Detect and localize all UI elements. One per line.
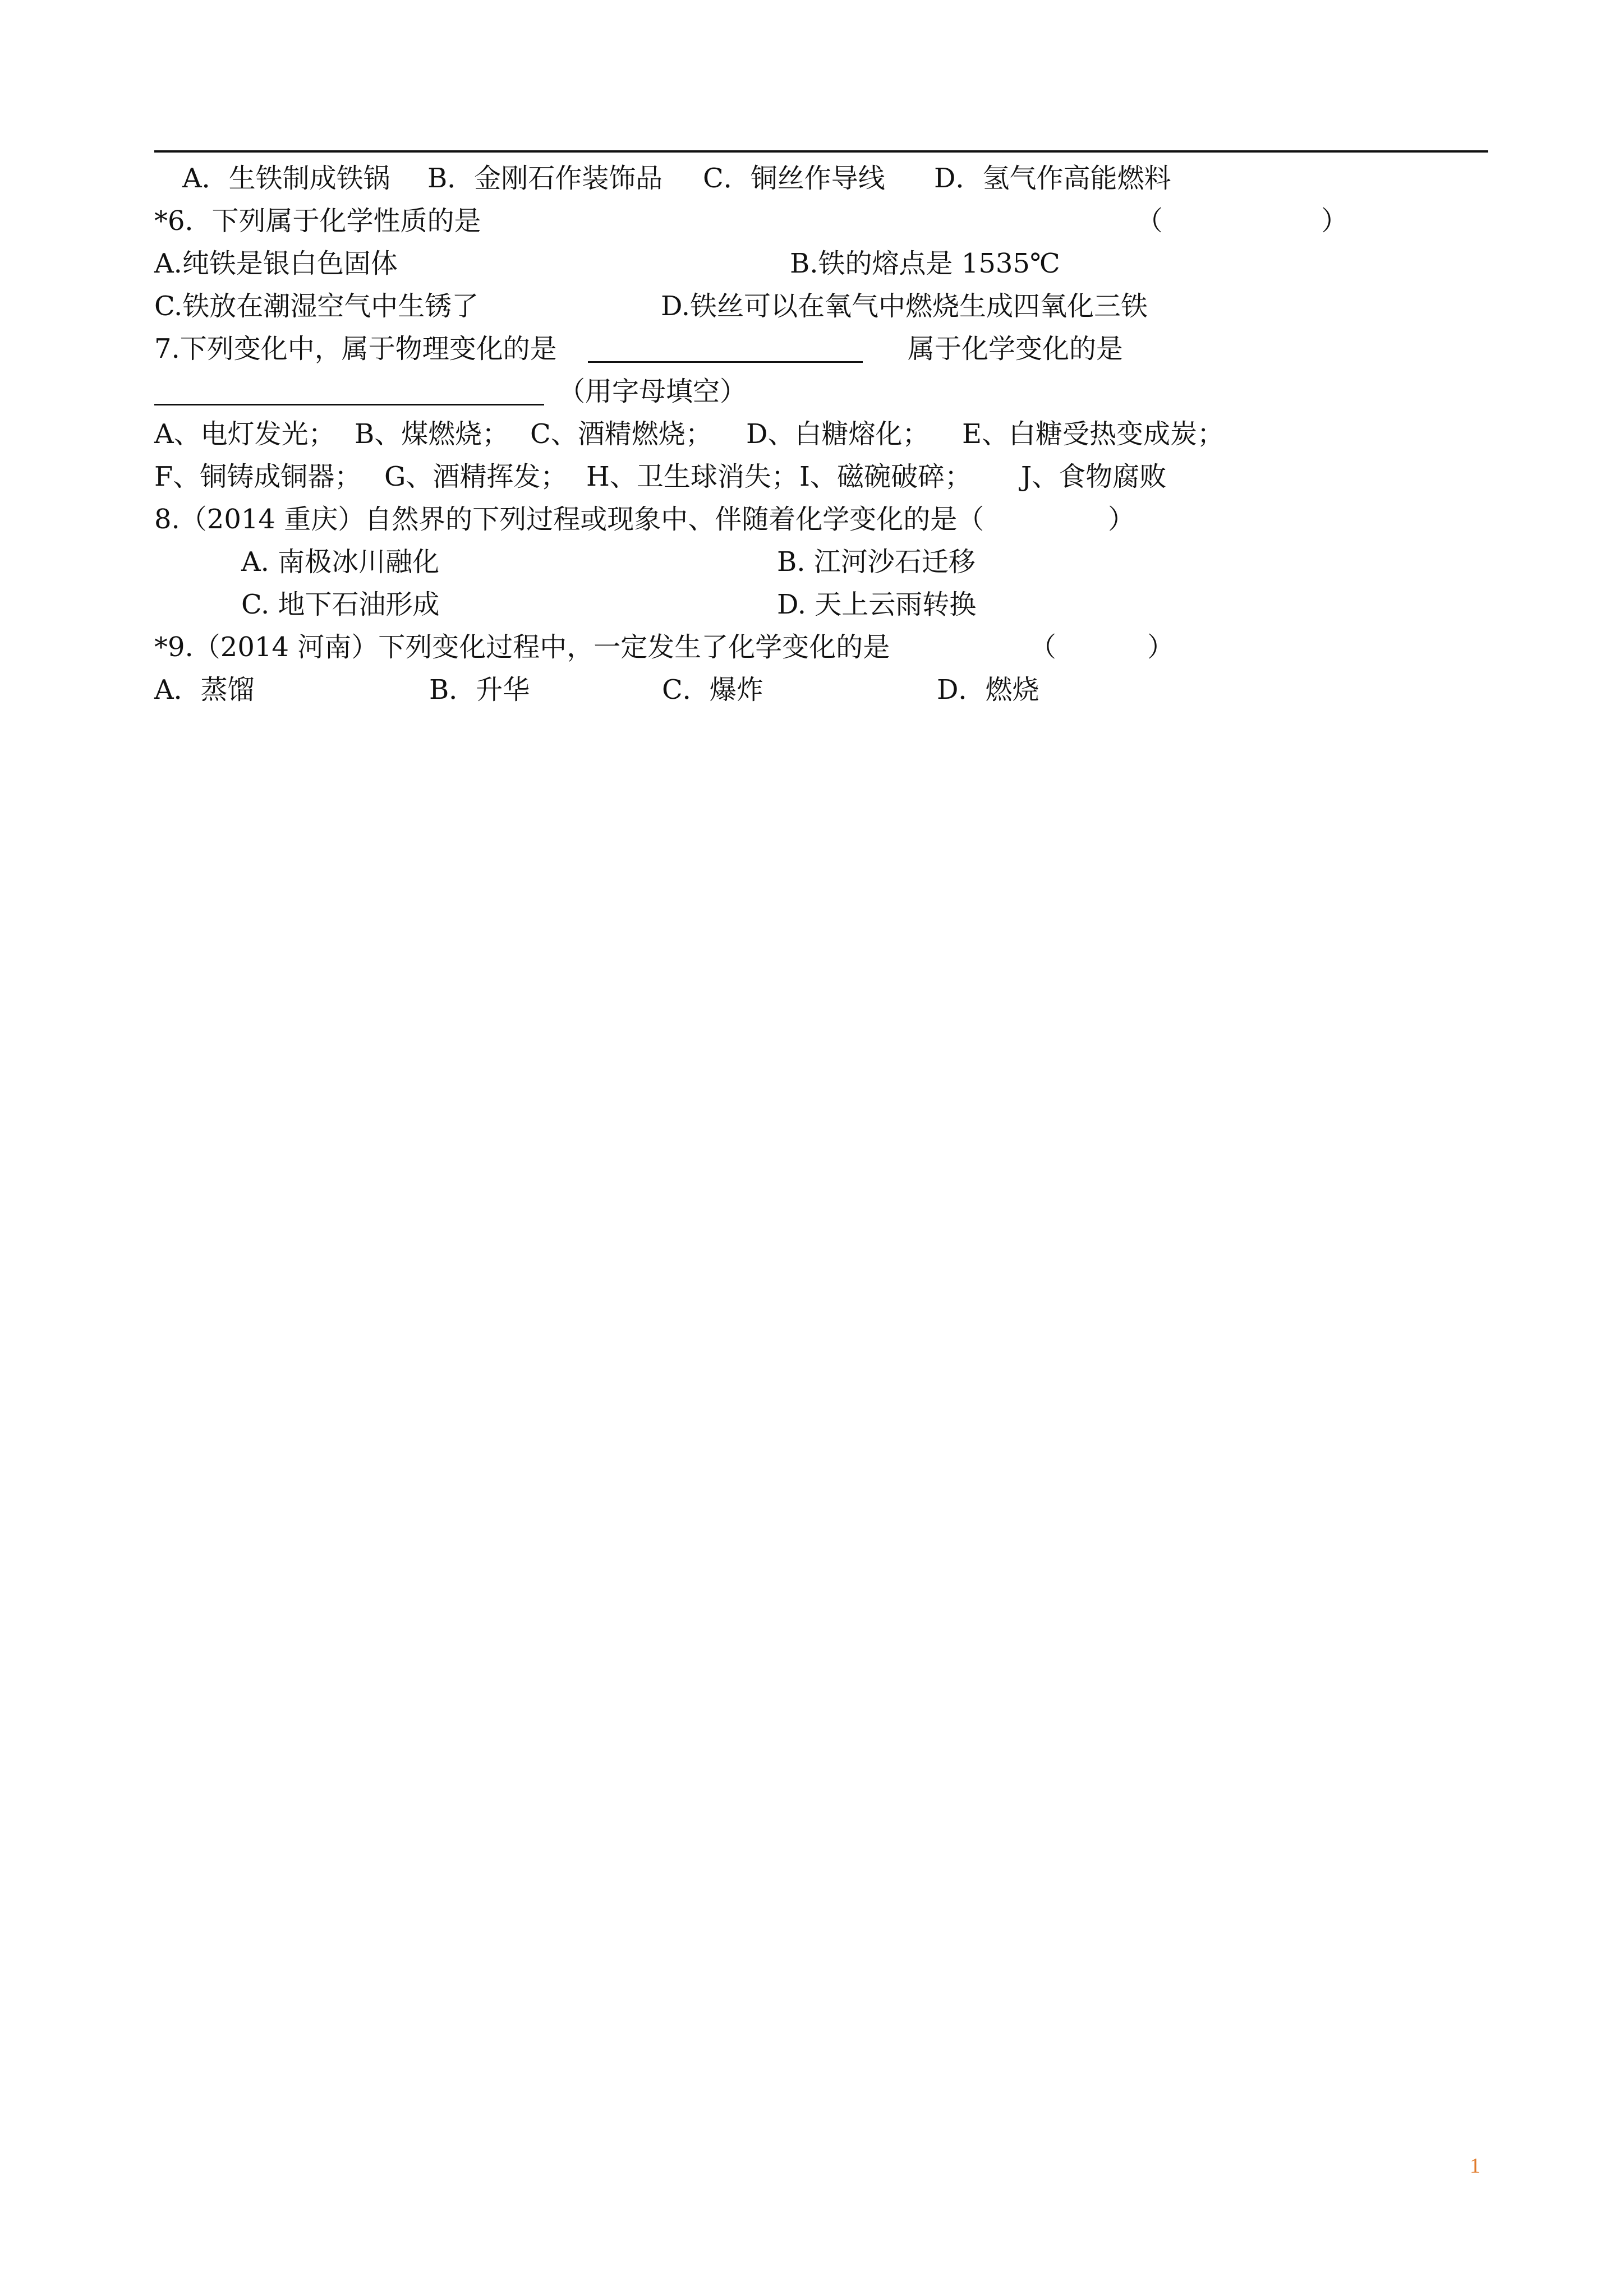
q6-option-d: D.铁丝可以在氧气中燃烧生成四氧化三铁: [661, 291, 1148, 322]
q9-paren-open: （: [1029, 631, 1057, 663]
q7-choice-d: D、白糖熔化；: [746, 418, 930, 450]
q7-stem-2: 属于化学变化的是: [908, 333, 1124, 365]
q7-choice-f: F、铜铸成铜器；: [154, 461, 362, 492]
q5-option-d: D．氢气作高能燃料: [934, 163, 1171, 194]
q8-option-d: D. 天上云雨转换: [777, 589, 977, 620]
q7-chemical-answer-blank[interactable]: [154, 404, 544, 405]
q7-choice-i: I、磁碗破碎；: [799, 461, 972, 492]
q7-choice-g: G、酒精挥发；: [384, 461, 568, 492]
q6-paren-close: ）: [1321, 205, 1349, 237]
q9-option-c: C．爆炸: [662, 674, 763, 706]
q6-stem: *6．下列属于化学性质的是: [154, 205, 481, 237]
page-number: 1: [1470, 2154, 1480, 2178]
q9-option-b: B．升华: [429, 674, 530, 706]
q6-option-a: A.纯铁是银白色固体: [154, 248, 398, 279]
q7-stem: 7.下列变化中，属于物理变化的是: [154, 333, 557, 365]
header-rule: [154, 150, 1488, 153]
q5-option-b: B．金刚石作装饰品: [427, 163, 663, 194]
q6-option-c: C.铁放在潮湿空气中生锈了: [154, 291, 479, 322]
q9-stem: *9.（2014 河南）下列变化过程中，一定发生了化学变化的是: [154, 631, 890, 663]
q5-option-c: C．铜丝作导线: [703, 163, 885, 194]
q6-option-b: B.铁的熔点是 1535℃: [790, 248, 1060, 279]
q8-option-b: B. 江河沙石迁移: [777, 546, 976, 578]
q9-option-d: D．燃烧: [937, 674, 1039, 706]
q7-choice-e: E、白糖受热变成炭；: [962, 418, 1225, 450]
q9-paren-close: ）: [1147, 631, 1175, 663]
q8-paren-close: ）: [1108, 504, 1135, 535]
q7-choice-a: A、电灯发光；: [154, 418, 335, 450]
q6-paren-open: （: [1136, 205, 1163, 237]
q8-option-a: A. 南极冰川融化: [241, 546, 440, 578]
q7-choice-j: J、食物腐败: [1021, 461, 1167, 492]
q9-option-a: A．蒸馏: [154, 674, 255, 706]
q7-hint: （用字母填空）: [558, 376, 747, 407]
q7-physical-answer-blank[interactable]: [588, 361, 863, 363]
q7-choice-b: B、煤燃烧；: [355, 418, 509, 450]
q8-option-c: C. 地下石油形成: [241, 589, 440, 620]
q8-stem: 8.（2014 重庆）自然界的下列过程或现象中、伴随着化学变化的是（: [154, 504, 984, 535]
q7-choice-c: C、酒精燃烧；: [530, 418, 712, 450]
q5-option-a: A．生铁制成铁锅: [182, 163, 390, 194]
q7-choice-h: H、卫生球消失；: [586, 461, 798, 492]
